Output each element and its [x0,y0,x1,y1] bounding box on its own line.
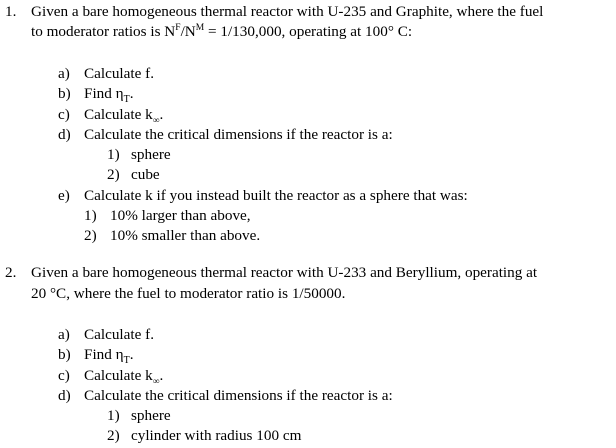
q1-item-d1-text: sphere [131,146,171,163]
question-1-line-1: Given a bare homogeneous thermal reactor with U-235 and Graphite, where the fuel [31,3,544,20]
q1-item-e-label: e) [58,187,70,204]
q2-item-b-text: Find $\eta_T$. [84,346,134,366]
q1-item-e1-text: 10% larger than above, [110,207,251,224]
q1-item-e-text: Calculate k if you instead built the reactor as a sphere that was: [84,187,468,204]
q1-item-d-text: Calculate the critical dimensions if the reactor is a: [84,126,393,143]
q1-item-e2-text: 10% smaller than above. [110,227,261,244]
q2-item-c-label: c) [58,367,70,384]
q1-item-c-label: c) [58,106,70,123]
q2-item-d1-text: sphere [131,407,171,424]
q2-item-d-label: d) [58,387,71,404]
question-1-number: 1. [5,3,17,20]
q2-item-a-text: Calculate f. [84,326,154,343]
q2-item-b-label: b) [58,346,71,363]
q1-item-d1-label: 1) [107,146,120,163]
question-2-number: 2. [5,264,17,281]
q1-item-e2-label: 2) [84,227,97,244]
q1-item-d2-text: cube [131,166,160,183]
q1-item-d-label: d) [58,126,71,143]
q1-item-c-text: Calculate $k_\infty$. [84,106,164,126]
q1-item-a-text: Calculate f. [84,65,154,82]
q1-item-b-text: Find $\eta_T$. [84,85,134,105]
q2-item-d2-text: cylinder with radius 100 cm [131,427,302,444]
q1-item-d2-label: 2) [107,166,120,183]
q1-item-e1-label: 1) [84,207,97,224]
question-2-line-1: Given a bare homogeneous thermal reactor with U-233 and Beryllium, operating at [31,264,538,281]
q2-item-d2-label: 2) [107,427,120,444]
question-1-line-2: to moderator ratios is $N^F/N^M = 1/130,000$, operating at 100° C: [31,23,413,40]
q1-item-a-label: a) [58,65,70,82]
q2-item-d-text: Calculate the critical dimensions if the reactor is a: [84,387,393,404]
question-2-line-2: 20 °C, where the fuel to moderator ratio is 1/50000. [31,285,346,302]
q2-item-a-label: a) [58,326,70,343]
q2-item-c-text: Calculate $k_\infty$. [84,367,164,387]
q2-item-d1-label: 1) [107,407,120,424]
q1-item-b-label: b) [58,85,71,102]
